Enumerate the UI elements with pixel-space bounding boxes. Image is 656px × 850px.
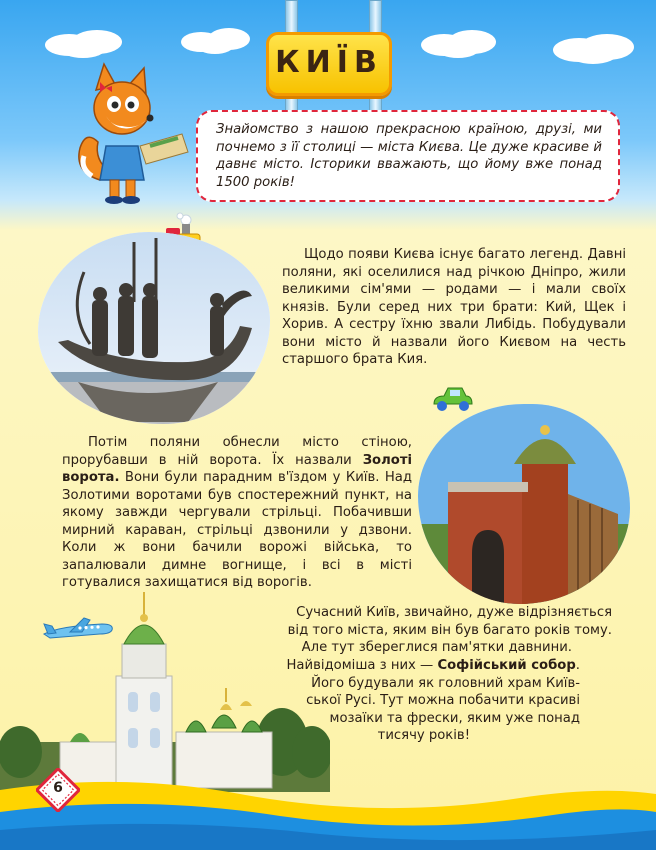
sophia-line-1: Сучасний Київ, звичайно, дуже відрізняється xyxy=(296,605,612,620)
sophia-famous-suffix: . xyxy=(575,658,580,673)
sophia-tail-line-1: Його будували як головний храм Київ- xyxy=(311,675,580,691)
intro-text: Знайомство з нашою прекрасною країною, друзі, ми почнемо з її столиці — міста Києва. Це дуже красиве й давнє місто. Історики вважають, що йому вже понад 1500 років! xyxy=(216,122,602,190)
sophia-tail-line-2: ської Русі. Тут можна побачити красиві xyxy=(306,693,580,708)
cloud-decoration xyxy=(568,42,618,64)
page-title: КИЇВ xyxy=(266,32,392,96)
golden-gate-text-after: Вони були парадним в'їздом у Київ. Над Золотими воротами був спостережний пункт, на якому завжди чергували стрільці. Побачивши мирний караван, стрільці дзвонили у дзвони. Коли ж вони бачили ворожі війська, то запалювали димне вогнище, і всі в місті готувалися захищатися від ворогів. xyxy=(62,470,412,590)
toy-car-icon xyxy=(430,384,474,414)
golden-gate-bold-term: Золоті ворота. xyxy=(62,452,412,485)
cloud-decoration xyxy=(60,38,106,58)
cloud-decoration xyxy=(196,36,234,54)
sophia-tail-line-4: тисячу років! xyxy=(377,728,470,743)
golden-gate-text-before: Потім поляни обнесли місто стіною, прорубавши в ній ворота. Їх назвали xyxy=(62,435,412,468)
sophia-line-3: Але тут збереглися пам'ятки давнини. xyxy=(301,640,572,655)
golden-gate-photo xyxy=(418,404,630,604)
sophia-tail-line-3: мозаїки та фрески, яким уже понад xyxy=(329,710,580,726)
bottom-wave-decoration xyxy=(0,772,656,850)
sophia-cathedral-bold: Софійський собор xyxy=(437,658,576,673)
intro-speech-bubble xyxy=(196,110,620,202)
founders-monument-photo xyxy=(38,232,270,424)
fox-mascot-illustration xyxy=(70,60,190,210)
page-number: 6 xyxy=(53,780,63,796)
legend-text: Щодо появи Києва існує багато легенд. Давні поляни, які оселилися над річкою Дніпро, жили великими сім'ями — родами — і мали своїх князів. Були серед них три брати: Кий, Щек і Хорив. А сестру їхню звали Либідь. Побудували вони місто й назвали його Києвом на честь старшого брата Кия. xyxy=(282,247,626,367)
sophia-famous-prefix: Найвідоміша з них — xyxy=(286,658,438,673)
sophia-line-2: від того міста, яким він був багато років тому. xyxy=(287,622,612,638)
cloud-decoration xyxy=(436,38,480,58)
golden-gate-paragraph xyxy=(62,434,412,592)
legend-paragraph xyxy=(282,246,626,369)
st-sophia-cathedral-photo xyxy=(0,592,330,792)
